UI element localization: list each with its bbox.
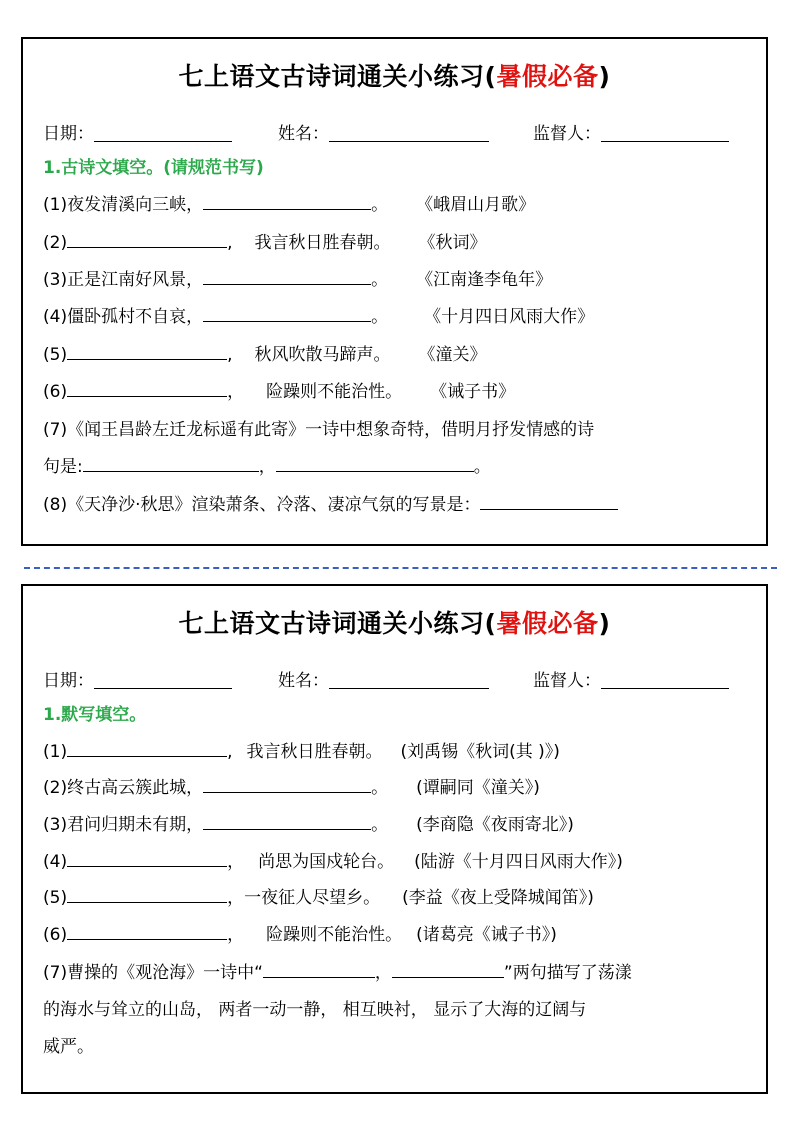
question-number: (2) xyxy=(43,778,68,798)
question-text: 正是江南好风景， xyxy=(67,270,204,290)
question-end: 。 xyxy=(473,457,491,477)
answer-blank[interactable] xyxy=(392,960,504,978)
question-text: 险躁则不能治性。 xyxy=(266,382,403,402)
question-1 xyxy=(43,737,752,763)
question-text: 我言秋日胜春朝。 xyxy=(254,233,391,253)
question-source: (刘禹锡《秋词(其 )》) xyxy=(400,742,560,762)
question-1 xyxy=(43,190,752,216)
question-6 xyxy=(43,377,752,403)
answer-blank[interactable] xyxy=(203,192,371,210)
question-7-line-2 xyxy=(43,452,752,478)
worksheet-card-1 xyxy=(21,37,768,546)
question-text: 我言秋日胜春朝。 xyxy=(246,742,383,762)
cut-line-divider xyxy=(24,567,777,569)
name-blank[interactable] xyxy=(329,671,489,689)
answer-blank[interactable] xyxy=(67,230,227,248)
question-text: 僵卧孤村不自哀， xyxy=(67,307,204,327)
answer-blank[interactable] xyxy=(67,849,227,867)
question-number: (6) xyxy=(43,925,68,945)
question-end: 。 xyxy=(371,815,389,835)
question-7-line-2 xyxy=(43,995,752,1021)
question-number: (4) xyxy=(43,852,68,872)
section-heading: 1.古诗文填空。(请规范书写) xyxy=(43,158,264,178)
question-sep: , xyxy=(227,742,233,762)
question-source: (陆游《十月四日风雨大作》) xyxy=(414,852,623,872)
question-5 xyxy=(43,883,752,909)
name-label: 姓名： xyxy=(278,671,329,691)
question-number: (3) xyxy=(43,815,68,835)
title-end: ) xyxy=(598,609,611,638)
question-source: 《诫子书》 xyxy=(430,382,516,402)
answer-blank[interactable] xyxy=(67,739,227,757)
answer-blank[interactable] xyxy=(480,492,618,510)
question-8 xyxy=(43,490,752,516)
question-text: 一夜征人尽望乡。 xyxy=(244,888,381,908)
question-number: (5) xyxy=(43,888,68,908)
question-text: (8)《天净沙·秋思》渲染萧条、冷落、凄凉气氛的写景是： xyxy=(43,495,481,515)
question-text: 威严。 xyxy=(43,1037,94,1057)
question-5 xyxy=(43,340,752,366)
title-end: ) xyxy=(598,62,611,91)
supervisor-label: 监督人： xyxy=(533,671,601,691)
question-source: 《十月四日风雨大作》 xyxy=(424,307,595,327)
question-source: (李益《夜上受降城闻笛》) xyxy=(402,888,594,908)
worksheet-card-2 xyxy=(21,584,768,1094)
worksheet-title xyxy=(23,57,766,93)
question-7-line-3 xyxy=(43,1032,752,1058)
question-6 xyxy=(43,920,752,946)
question-7-line-1 xyxy=(43,415,752,441)
answer-blank[interactable] xyxy=(67,379,227,397)
question-2 xyxy=(43,228,752,254)
info-row xyxy=(43,666,746,690)
question-number: (2) xyxy=(43,233,68,253)
section-heading: 1.默写填空。 xyxy=(43,705,147,725)
question-text: 险躁则不能治性。 xyxy=(266,925,403,945)
question-end: 。 xyxy=(371,778,389,798)
question-sep: , xyxy=(227,345,233,365)
answer-blank[interactable] xyxy=(203,812,371,830)
question-text: (7)曹操的《观沧海》一诗中“ xyxy=(43,963,263,983)
answer-blank[interactable] xyxy=(203,267,371,285)
question-source: 《秋词》 xyxy=(418,233,487,253)
answer-blank[interactable] xyxy=(276,454,474,472)
question-2 xyxy=(43,773,752,799)
title-main: 七上语文古诗词通关小练习( xyxy=(178,62,497,91)
title-main: 七上语文古诗词通关小练习( xyxy=(178,609,497,638)
question-source: (李商隐《夜雨寄北》) xyxy=(416,815,574,835)
question-4 xyxy=(43,847,752,873)
question-text: 君问归期未有期， xyxy=(67,815,204,835)
name-field xyxy=(278,666,489,691)
supervisor-blank[interactable] xyxy=(601,671,729,689)
question-4 xyxy=(43,302,752,328)
date-blank[interactable] xyxy=(94,671,232,689)
supervisor-field xyxy=(533,119,729,144)
date-field xyxy=(43,666,232,691)
answer-blank[interactable] xyxy=(67,885,227,903)
answer-blank[interactable] xyxy=(203,775,371,793)
name-field xyxy=(278,119,489,144)
question-text: (7)《闻王昌龄左迁龙标遥有此寄》一诗中想象奇特，借明月抒发情感的诗 xyxy=(43,420,595,440)
title-highlight: 暑假必备 xyxy=(496,609,599,638)
question-text: 秋风吹散马蹄声。 xyxy=(254,345,391,365)
question-number: (3) xyxy=(43,270,68,290)
question-text: 句是: xyxy=(43,457,83,477)
question-3 xyxy=(43,265,752,291)
question-3 xyxy=(43,810,752,836)
question-end: 。 xyxy=(371,307,389,327)
supervisor-field xyxy=(533,666,729,691)
question-source: 《潼关》 xyxy=(418,345,487,365)
date-label: 日期： xyxy=(43,124,94,144)
question-source: (谭嗣同《潼关》) xyxy=(416,778,540,798)
date-field xyxy=(43,119,232,144)
question-sep: ， xyxy=(374,963,392,983)
question-sep: ， xyxy=(227,852,245,872)
answer-blank[interactable] xyxy=(263,960,375,978)
question-text: 夜发清溪向三峡， xyxy=(67,195,204,215)
question-end: 。 xyxy=(371,270,389,290)
answer-blank[interactable] xyxy=(67,922,227,940)
name-label: 姓名： xyxy=(278,124,329,144)
question-number: (5) xyxy=(43,345,68,365)
question-end: 。 xyxy=(371,195,389,215)
info-row xyxy=(43,119,746,143)
date-blank[interactable] xyxy=(94,124,232,142)
title-highlight: 暑假必备 xyxy=(496,62,599,91)
question-sep: ， xyxy=(227,382,245,402)
supervisor-label: 监督人： xyxy=(533,124,601,144)
supervisor-blank[interactable] xyxy=(601,124,729,142)
question-number: (6) xyxy=(43,382,68,402)
question-source: 《峨眉山月歌》 xyxy=(416,195,536,215)
worksheet-title xyxy=(23,604,766,640)
question-text: 的海水与耸立的山岛， 两者一动一静， 相互映衬， 显示了大海的辽阔与 xyxy=(43,1000,587,1020)
question-text: ”两句描写了荡漾 xyxy=(503,963,632,983)
question-source: (诸葛亮《诫子书》) xyxy=(416,925,557,945)
question-source: 《江南逢李龟年》 xyxy=(416,270,553,290)
question-text: 尚思为国戍轮台。 xyxy=(258,852,395,872)
answer-blank[interactable] xyxy=(67,342,227,360)
answer-blank[interactable] xyxy=(203,304,371,322)
question-sep: , xyxy=(227,233,233,253)
question-sep: ， xyxy=(227,925,245,945)
question-7-line-1 xyxy=(43,958,752,984)
question-number: (1) xyxy=(43,195,68,215)
question-text: 终古高云簇此城， xyxy=(67,778,204,798)
question-number: (4) xyxy=(43,307,68,327)
answer-blank[interactable] xyxy=(83,454,259,472)
date-label: 日期： xyxy=(43,671,94,691)
question-sep: ， xyxy=(258,457,276,477)
name-blank[interactable] xyxy=(329,124,489,142)
question-sep: ， xyxy=(227,888,245,908)
question-number: (1) xyxy=(43,742,68,762)
